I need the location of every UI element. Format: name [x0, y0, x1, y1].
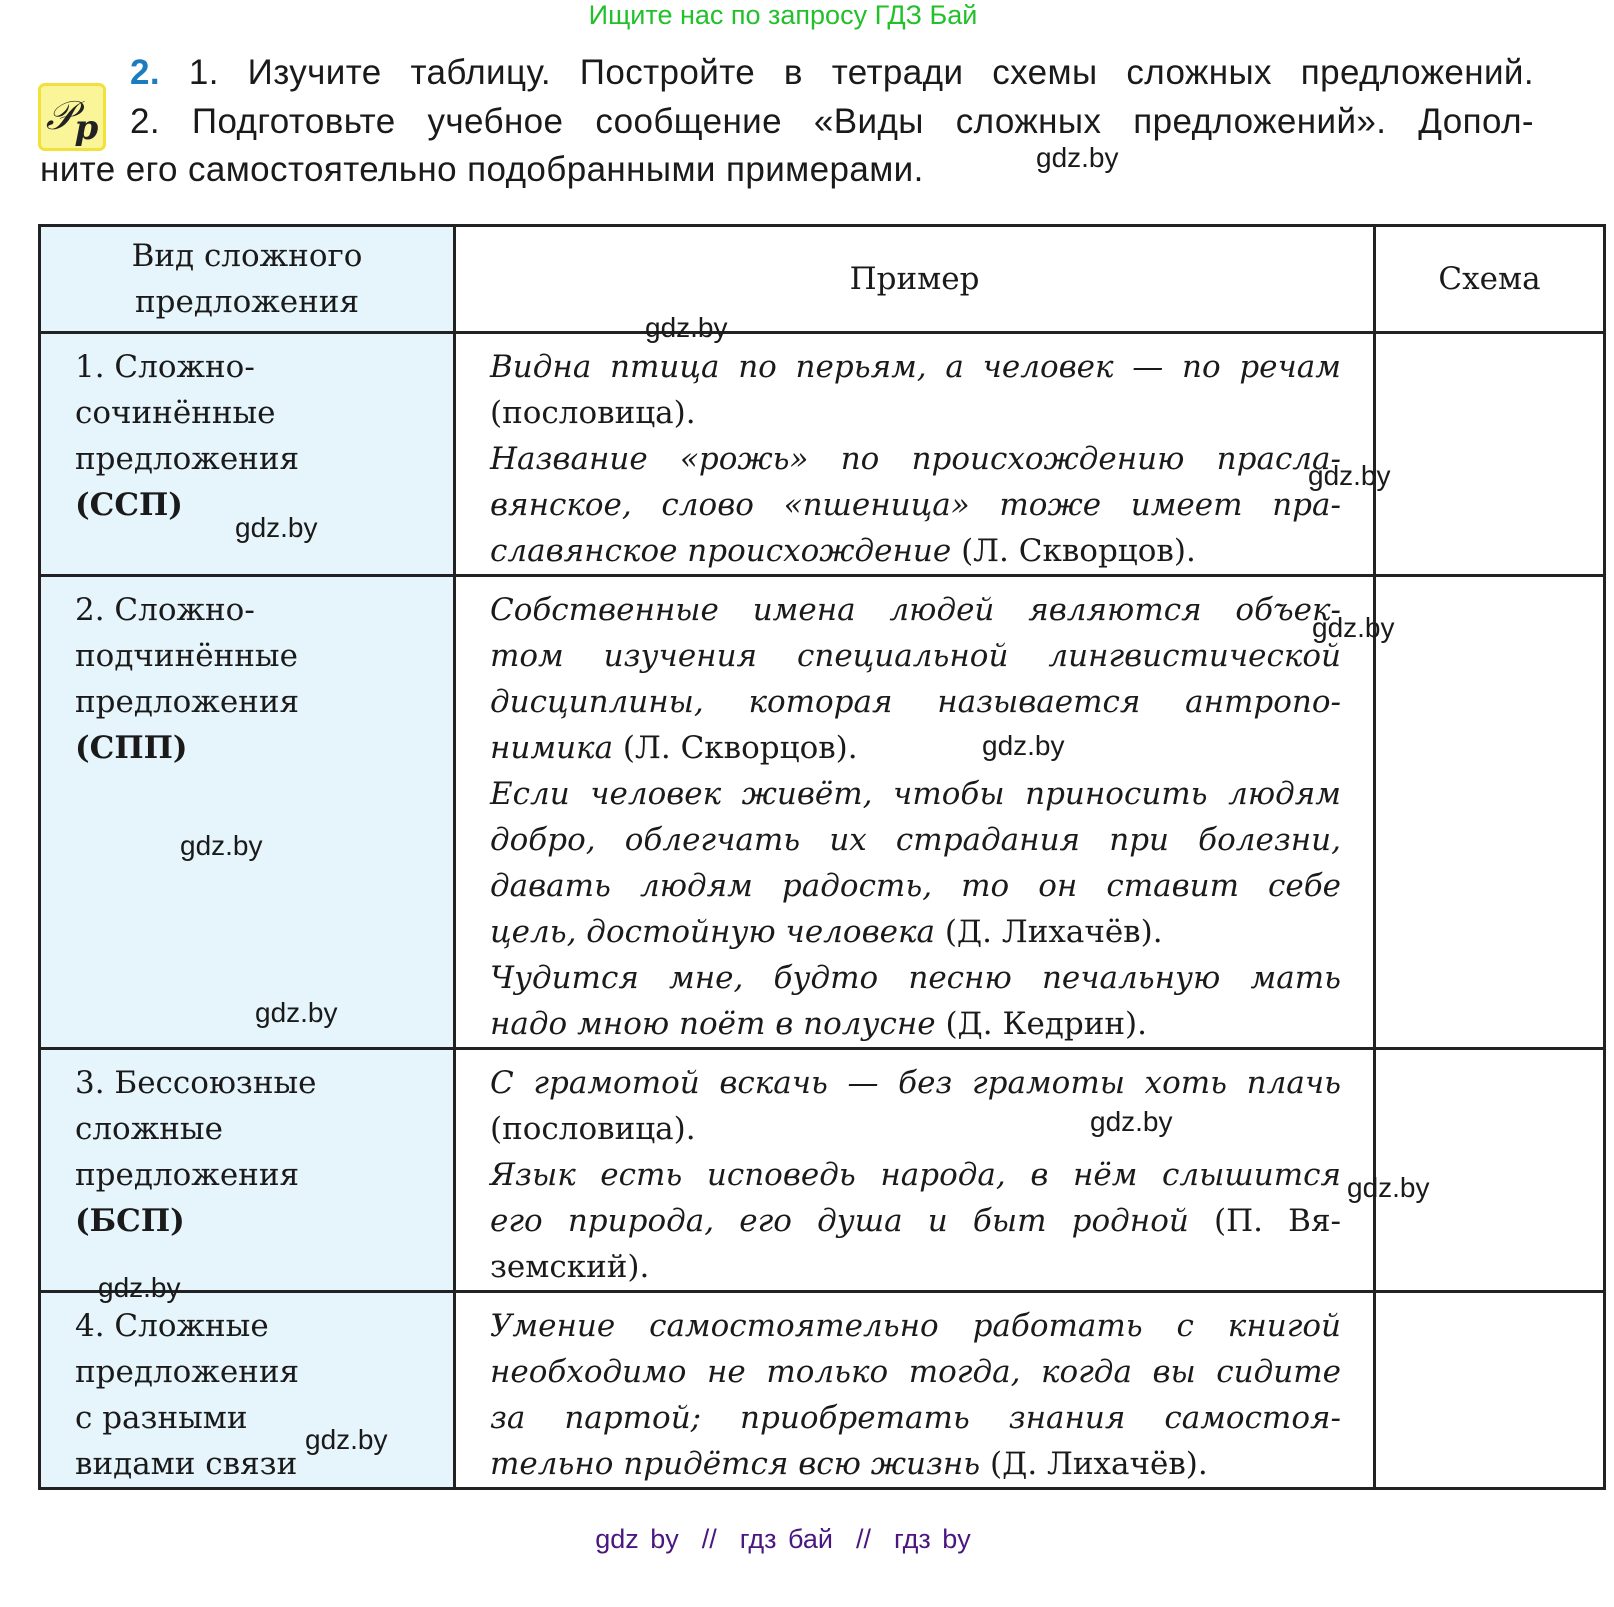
- scheme-cell: [1375, 1292, 1605, 1489]
- example-line: [490, 1060, 1341, 1106]
- example-quote: давать людям радость, то он ставит себе: [490, 868, 1341, 904]
- watermark: gdz.by: [98, 1272, 181, 1303]
- kind-cell: [40, 1049, 455, 1292]
- speech-development-icon: 𝒫$_p$: [38, 83, 106, 151]
- example-quote: тельно придётся всю жизнь: [490, 1446, 991, 1482]
- kind-cell: [40, 1292, 455, 1489]
- example-quote: Видна птица по перьям, а человек — по речам: [490, 349, 1341, 385]
- example-line: [490, 528, 1341, 574]
- kind-line: 1. Сложно-: [75, 349, 255, 385]
- table-row: [40, 576, 1605, 1049]
- example-line: [490, 344, 1341, 390]
- header-example: Пример: [455, 226, 1375, 333]
- complex-sentence-table: [38, 224, 1606, 1490]
- watermark: gdz.by: [180, 830, 263, 861]
- watermark: gdz.by: [645, 312, 728, 343]
- scheme-cell: [1375, 333, 1605, 576]
- example-line: [490, 390, 1341, 436]
- example-line: [490, 1441, 1341, 1487]
- task-line-3: ните его самостоятельно подобранными примерами.: [40, 150, 924, 189]
- example-source: (Л. Скворцов).: [622, 730, 858, 766]
- kind-line: предложения: [75, 441, 300, 477]
- example-quote: необходимо не только тогда, когда вы сидите: [490, 1354, 1341, 1390]
- task-number: 2.: [130, 53, 160, 92]
- kind-line: сочинённые: [75, 395, 276, 431]
- example-line: [490, 1349, 1341, 1395]
- example-cell: [455, 1049, 1375, 1292]
- example-quote: Собственные имена людей являются объек-: [490, 592, 1341, 628]
- example-quote: Чудится мне, будто песню печальную мать: [490, 960, 1341, 996]
- example-source: (Л. Скворцов).: [961, 533, 1196, 569]
- example-line: [490, 771, 1341, 817]
- example-quote: Если человек живёт, чтобы приносить людям: [490, 776, 1341, 812]
- kind-line: с разными: [75, 1400, 248, 1436]
- example-quote: его природа, его душа и быт родной: [490, 1203, 1215, 1239]
- example-quote: С грамотой вскачь — без грамоты хоть плачь: [490, 1065, 1341, 1101]
- example-line: [490, 1244, 1341, 1290]
- example-source: (Д. Лихачёв).: [990, 1446, 1208, 1482]
- example-line: [490, 909, 1341, 955]
- watermark: gdz.by: [255, 997, 338, 1028]
- example-source: (Д. Кедрин).: [945, 1006, 1147, 1042]
- kind-abbreviation: (ССП): [75, 487, 183, 523]
- example-source: земский).: [490, 1249, 650, 1285]
- kind-line: 3. Бессоюзные: [75, 1065, 317, 1101]
- kind-cell: [40, 576, 455, 1049]
- example-line: [490, 1106, 1341, 1152]
- kind-line: 4. Сложные: [75, 1308, 269, 1344]
- scheme-cell: [1375, 1049, 1605, 1292]
- example-line: [490, 482, 1341, 528]
- example-quote: за партой; приобретать знания самостоя-: [490, 1400, 1341, 1436]
- watermark: gdz.by: [1090, 1106, 1173, 1137]
- example-line: [490, 817, 1341, 863]
- example-cell: [455, 576, 1375, 1049]
- table-row: [40, 1292, 1605, 1489]
- kind-line: сложные: [75, 1111, 223, 1147]
- example-line: [490, 725, 1341, 771]
- example-line: [490, 1395, 1341, 1441]
- example-source: (пословица).: [490, 1111, 696, 1147]
- kind-line: видами связи: [75, 1446, 298, 1482]
- kind-line: предложения: [75, 1157, 300, 1193]
- kind-line: подчинённые: [75, 638, 298, 674]
- watermark: gdz.by: [1312, 612, 1395, 643]
- example-line: [490, 863, 1341, 909]
- header-kind: Вид сложного предложения: [40, 226, 455, 333]
- example-quote: надо мною поёт в полусне: [490, 1006, 946, 1042]
- example-quote: славянское происхождение: [490, 533, 962, 569]
- example-line: [490, 679, 1341, 725]
- kind-abbreviation: (СПП): [75, 730, 188, 766]
- example-source: (Д. Лихачёв).: [944, 914, 1163, 950]
- table-header-row: [40, 226, 1605, 333]
- example-quote: Умение самостоятельно работать с книгой: [490, 1308, 1341, 1344]
- header-scheme: Схема: [1375, 226, 1605, 333]
- task-line-2: 2. Подготовьте учебное сообщение «Виды сложных предложений». Допол-: [130, 102, 1534, 141]
- search-banner: Ищите нас по запросу ГДЗ Бай: [588, 0, 978, 30]
- example-source: (П. Вя-: [1214, 1203, 1341, 1239]
- example-source: (пословица).: [490, 395, 696, 431]
- example-quote: цель, достойную человека: [490, 914, 945, 950]
- scheme-cell: [1375, 576, 1605, 1049]
- watermark: gdz.by: [305, 1424, 388, 1455]
- example-quote: Название «рожь» по происхождению прасла-: [490, 441, 1341, 477]
- kind-line: предложения: [75, 684, 300, 720]
- example-cell: [455, 1292, 1375, 1489]
- example-line: [490, 587, 1341, 633]
- watermark: gdz.by: [982, 730, 1065, 761]
- kind-abbreviation: (БСП): [75, 1203, 185, 1239]
- footer-watermark: gdz by // гдз бай // гдз by: [595, 1524, 971, 1554]
- example-quote: том изучения специальной лингвистической: [490, 638, 1341, 674]
- watermark: gdz.by: [235, 512, 318, 543]
- example-line: [490, 633, 1341, 679]
- kind-line: 2. Сложно-: [75, 592, 255, 628]
- watermark: gdz.by: [1347, 1172, 1430, 1203]
- watermark: gdz.by: [1036, 142, 1119, 173]
- example-quote: вянское, слово «пшеница» тоже имеет пра-: [490, 487, 1341, 523]
- example-cell: [455, 333, 1375, 576]
- example-quote: добро, облегчать их страдания при болезни,: [490, 822, 1341, 858]
- example-quote: Язык есть исповедь народа, в нём слышится: [490, 1157, 1341, 1193]
- example-line: [490, 1303, 1341, 1349]
- task-line-1: 2. 1. Изучите таблицу. Постройте в тетради схемы сложных предложений.: [130, 53, 1535, 92]
- example-line: [490, 1198, 1341, 1244]
- example-quote: дисциплины, которая называется антропо-: [490, 684, 1341, 720]
- example-line: [490, 955, 1341, 1001]
- example-line: [490, 1001, 1341, 1047]
- example-quote: нимика: [490, 730, 623, 766]
- kind-line: предложения: [75, 1354, 300, 1390]
- watermark: gdz.by: [1308, 460, 1391, 491]
- example-line: [490, 1152, 1341, 1198]
- example-line: [490, 436, 1341, 482]
- table-row: [40, 1049, 1605, 1292]
